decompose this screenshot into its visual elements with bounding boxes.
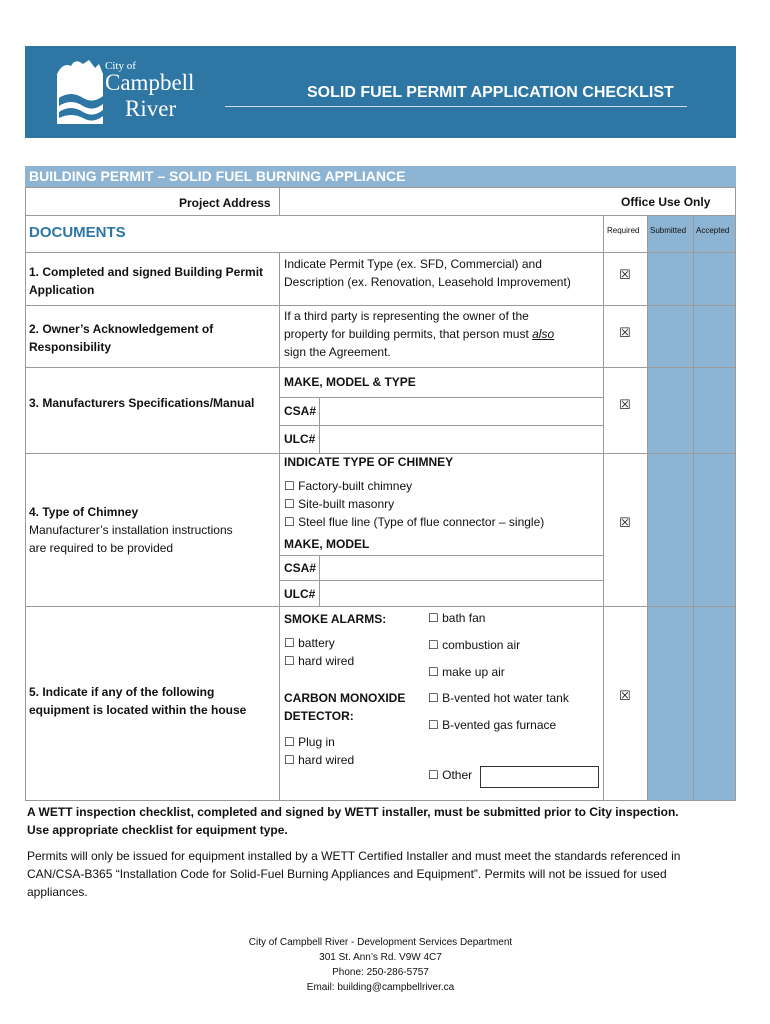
- grid-line: [279, 252, 280, 800]
- row4-csa-input[interactable]: [321, 557, 601, 579]
- footer-address: 301 St. Ann’s Rd. V9W 4C7: [319, 952, 442, 963]
- grid-line: [279, 555, 603, 556]
- row3-make-model-type: MAKE, MODEL & TYPE: [284, 375, 416, 389]
- row5-label: 5. Indicate if any of the following equipment is located within the house: [29, 685, 247, 717]
- row4-ulc-input[interactable]: [321, 582, 601, 604]
- checkbox-icon[interactable]: ☐: [428, 691, 439, 705]
- footer-email: Email: building@campbellriver.ca: [306, 982, 455, 993]
- checkbox-icon[interactable]: ☐: [284, 479, 295, 493]
- grid-line: [647, 215, 648, 800]
- row5-required-checkbox[interactable]: ☒: [619, 689, 631, 704]
- equipment-other[interactable]: ☐ Other: [428, 768, 473, 782]
- checkbox-icon[interactable]: ☐: [284, 735, 295, 749]
- col-accepted: Accepted: [696, 226, 730, 235]
- footer-phone: Phone: 250-286-5757: [332, 967, 429, 978]
- checkbox-icon[interactable]: ☐: [428, 665, 439, 679]
- logo-river: River: [125, 96, 177, 121]
- checkbox-icon[interactable]: ☐: [284, 497, 295, 511]
- checkbox-icon[interactable]: ☐: [284, 636, 295, 650]
- equipment-combustion-air[interactable]: ☐ combustion air: [428, 638, 521, 652]
- row1-required-checkbox[interactable]: ☒: [619, 268, 631, 283]
- office-use-only-label: Office Use Only: [621, 195, 711, 209]
- grid-line: [25, 215, 736, 216]
- grid-line: [735, 187, 736, 800]
- row3-ulc-label: ULC#: [284, 432, 316, 446]
- chimney-option-steel[interactable]: ☐ Steel flue line (Type of flue connector – single): [284, 515, 545, 529]
- equipment-make-up-air[interactable]: ☐ make up air: [428, 665, 505, 679]
- footer-dept: City of Campbell River - Development Services Department: [248, 937, 513, 948]
- co-detector-label: CARBON MONOXIDE DETECTOR:: [284, 691, 406, 723]
- grid-line: [25, 606, 736, 607]
- chimney-option-masonry[interactable]: ☐ Site-built masonry: [284, 497, 395, 511]
- page-header: [25, 46, 736, 138]
- logo-campbell: Campbell: [105, 70, 195, 95]
- grid-line: [279, 425, 603, 426]
- smoke-option-battery[interactable]: ☐ battery: [284, 636, 335, 650]
- project-address-input[interactable]: [281, 190, 601, 213]
- checkbox-icon[interactable]: ☐: [428, 718, 439, 732]
- row1-description: Indicate Permit Type (ex. SFD, Commercial) and Description (ex. Renovation, Leasehold Improvement): [284, 257, 571, 289]
- row2-description: If a third party is representing the owner of the property for building permits, that person must also sign the Agreement.: [284, 309, 555, 359]
- grid-line: [693, 215, 694, 800]
- grid-line: [279, 397, 603, 398]
- chimney-option-factory[interactable]: ☐ Factory-built chimney: [284, 479, 413, 493]
- checkbox-icon[interactable]: ☐: [284, 654, 295, 668]
- row3-label: 3. Manufacturers Specifications/Manual: [29, 396, 255, 410]
- page-title: SOLID FUEL PERMIT APPLICATION CHECKLIST: [307, 84, 674, 101]
- checkbox-icon[interactable]: ☐: [284, 515, 295, 529]
- row4-label: 4. Type of Chimney Manufacturer’s installation instructions are required to be provided: [29, 505, 233, 555]
- row4-required-checkbox[interactable]: ☒: [619, 516, 631, 531]
- col-submitted: Submitted: [650, 226, 687, 235]
- wett-note: A WETT inspection checklist, completed and signed by WETT installer, must be submitted prior to City inspection. Use appropriate checklist for equipment type.: [27, 805, 679, 837]
- grid-line: [279, 187, 280, 215]
- checkbox-icon[interactable]: ☐: [428, 638, 439, 652]
- permits-note: Permits will only be issued for equipment installed by a WETT Certified Installer and must meet the standards referenced in CAN/CSA-B365 “Installation Code for Solid-Fuel Burning Appliances and Equipment”. Permits will not be issued for used appliances.: [27, 849, 681, 899]
- documents-label: DOCUMENTS: [29, 224, 126, 241]
- smoke-option-hard-wired[interactable]: ☐ hard wired: [284, 654, 355, 668]
- smoke-alarms-label: SMOKE ALARMS:: [284, 612, 387, 626]
- row4-ulc-label: ULC#: [284, 587, 316, 601]
- grid-line: [25, 800, 736, 801]
- row4-csa-label: CSA#: [284, 561, 317, 575]
- co-option-hard-wired[interactable]: ☐ hard wired: [284, 753, 355, 767]
- grid-line: [603, 215, 604, 800]
- grid-line: [25, 187, 736, 188]
- grid-line: [25, 187, 26, 800]
- checkbox-icon[interactable]: ☐: [428, 611, 439, 625]
- other-equipment-input[interactable]: [480, 766, 599, 788]
- equipment-b-vented-gas-furnace[interactable]: ☐ B-vented gas furnace: [428, 718, 557, 732]
- row3-ulc-input[interactable]: [321, 427, 601, 451]
- submitted-column: [647, 215, 693, 800]
- logo-city-of: City of: [105, 60, 136, 72]
- equipment-bath-fan[interactable]: ☐ bath fan: [428, 611, 486, 625]
- row2-label: 2. Owner’s Acknowledgement of Responsibility: [29, 322, 214, 354]
- grid-line: [279, 580, 603, 581]
- row1-label: 1. Completed and signed Building Permit Application: [29, 265, 264, 297]
- equipment-b-vented-hot-water-tank[interactable]: ☐ B-vented hot water tank: [428, 691, 569, 705]
- section-bar: [25, 166, 736, 187]
- footer: [25, 935, 736, 995]
- section-title: BUILDING PERMIT – SOLID FUEL BURNING APPLIANCE: [29, 168, 406, 184]
- grid-line: [25, 305, 736, 306]
- checkbox-icon[interactable]: ☐: [428, 768, 439, 782]
- row4-heading: INDICATE TYPE OF CHIMNEY: [284, 455, 454, 469]
- row3-required-checkbox[interactable]: ☒: [619, 398, 631, 413]
- row2-required-checkbox[interactable]: ☒: [619, 326, 631, 341]
- col-required: Required: [607, 226, 640, 235]
- row3-csa-label: CSA#: [284, 404, 317, 418]
- row3-csa-input[interactable]: [321, 399, 601, 423]
- header-rule: [225, 106, 687, 107]
- grid-line: [25, 252, 736, 253]
- co-option-plug-in[interactable]: ☐ Plug in: [284, 735, 335, 749]
- row4-make-model: MAKE, MODEL: [284, 537, 370, 551]
- grid-line: [25, 367, 736, 368]
- checkbox-icon[interactable]: ☐: [284, 753, 295, 767]
- accepted-column: [693, 215, 736, 800]
- project-address-label: Project Address: [179, 196, 271, 210]
